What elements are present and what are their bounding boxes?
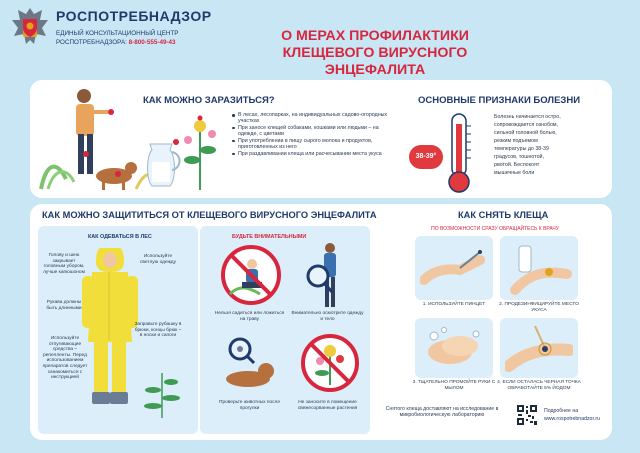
- tweezers-hand-illustration: [420, 240, 488, 296]
- suited-man-illustration: [80, 244, 140, 412]
- symptoms-line: сильной головной болью,: [494, 130, 557, 136]
- no-plants-icon: [300, 333, 360, 393]
- dress-sleeves-note: Рукава должны быть длинными: [46, 300, 82, 311]
- symptoms-title: ОСНОВНЫЕ ПРИЗНАКИ БОЛЕЗНИ: [418, 95, 581, 106]
- symptoms-line: рвотой. Беспокоят: [494, 162, 540, 168]
- no-sit-note: Нельзя садиться или ложиться на траву: [214, 311, 285, 322]
- emblem-icon: [10, 6, 50, 52]
- protection-title: КАК МОЖНО ЗАЩИТИТЬСЯ ОТ КЛЕЩЕВОГО ВИРУСНОГО ЭНЦЕФАЛИТА: [42, 210, 377, 220]
- pet-inspection-icon: [220, 333, 282, 393]
- check-pets-note: Проверьте животных после прогулки: [219, 400, 280, 411]
- temperature-badge: 38-39°: [409, 145, 443, 169]
- dress-tuck-note: Заправьте рубашку в брюки, концы брюк – в носки и сапоги: [134, 322, 182, 339]
- infection-item: В лесах, лесопарках, на индивидуальных садово-огородных участках: [232, 112, 397, 124]
- dress-title: КАК ОДЕВАТЬСЯ В ЛЕС: [88, 234, 152, 240]
- infection-item: При заносе клещей собаками, кошками или людьми – на одежде, с цветами: [232, 125, 397, 137]
- org-sub-line1: ЕДИНЫЙ КОНСУЛЬТАЦИОННЫЙ ЦЕНТР: [56, 30, 179, 37]
- disinfect-hand-illustration: [505, 240, 573, 296]
- more-info-label: Подробнее на: [544, 408, 579, 414]
- removal-title: КАК СНЯТЬ КЛЕЩА: [458, 210, 549, 220]
- fern-illustration: [140, 368, 185, 418]
- symptoms-line: резким подъемом: [494, 138, 538, 144]
- step2-label: 2. ПРОДЕЗИНФИЦИРУЙТЕ МЕСТО УКУСА: [499, 302, 579, 314]
- dress-clothes-note: Используйте светлую одежду: [139, 254, 176, 265]
- step3-label: 3. ТЩАТЕЛЬНО ПРОМОЙТЕ РУКИ С МЫЛОМ: [412, 380, 496, 391]
- org-sub-label: РОСПОТРЕБНАДЗОРА:: [56, 39, 127, 46]
- infection-item: При раздавливании клеща или расчесывании места укуса: [232, 151, 397, 157]
- website-link[interactable]: www.rospotrebnadzor.ru: [544, 416, 600, 422]
- main-title-line2: КЛЕЩЕВОГО ВИРУСНОГО ЭНЦЕФАЛИТА: [282, 45, 468, 78]
- infection-list: [232, 112, 397, 157]
- step4-label: 4. ЕСЛИ ОСТАЛАСЬ ЧЕРНАЯ ТОЧКА ОБРАБОТАЙТЕ 5% ЙОДОМ: [497, 380, 581, 391]
- symptoms-line: градусов, тошнотой,: [494, 154, 544, 160]
- symptoms-line: сопровождается ознобом,: [494, 122, 559, 128]
- symptoms-line: мышечные боли: [494, 170, 535, 176]
- step1-label: 1. ИСПОЛЬЗУЙТЕ ПИНЦЕТ: [422, 302, 486, 307]
- removal-subtitle: ПО ВОЗМОЖНОСТИ СРАЗУ ОБРАЩАЙТЕСЬ К ВРАЧУ: [431, 226, 559, 232]
- infection-title: КАК МОЖНО ЗАРАЗИТЬСЯ?: [143, 95, 275, 106]
- symptoms-line: Болезнь начинается остро,: [494, 114, 561, 120]
- iodine-treatment-illustration: [505, 322, 573, 374]
- dress-head-note: Голову и шею закрывает головным убором, лучше капюшоном: [43, 253, 85, 275]
- attention-title: БУДЬТЕ ВНИМАТЕЛЬНЫМИ: [232, 234, 307, 240]
- infection-item: При употреблении в пищу сырого молока и продуктов, приготовленных из него: [232, 138, 397, 150]
- magnifier-inspect-icon: [302, 240, 356, 312]
- phone-number: 8-800-555-49-43: [128, 39, 176, 46]
- thermometer-illustration: [440, 112, 480, 197]
- flower-illustration: [180, 110, 220, 190]
- inspect-clothes-note: Внимательно осмотрите одежду и тело: [291, 311, 364, 322]
- symptoms-line: температуры до 38-39: [494, 146, 549, 152]
- wash-hands-illustration: [420, 322, 488, 374]
- milk-jug-illustration: [142, 134, 184, 189]
- main-title-line1: О МЕРАХ ПРОФИЛАКТИКИ: [281, 28, 469, 44]
- no-plants-note: Не заносите в помещение свежесорванные растения: [297, 400, 358, 411]
- dress-repellent-note: Используйте отпугивающие средства – репелленты. Перед использованием препаратов следует ознакомиться с инструкцией: [42, 336, 88, 381]
- org-sub-line2: [56, 39, 176, 46]
- lab-note: Снятого клеща доставляют на исследование в микробиологическую лабораторию: [385, 406, 499, 419]
- no-sitting-on-grass-icon: [220, 244, 282, 306]
- qr-code-icon: [516, 404, 538, 426]
- org-name: РОСПОТРЕБНАДЗОР: [56, 8, 212, 24]
